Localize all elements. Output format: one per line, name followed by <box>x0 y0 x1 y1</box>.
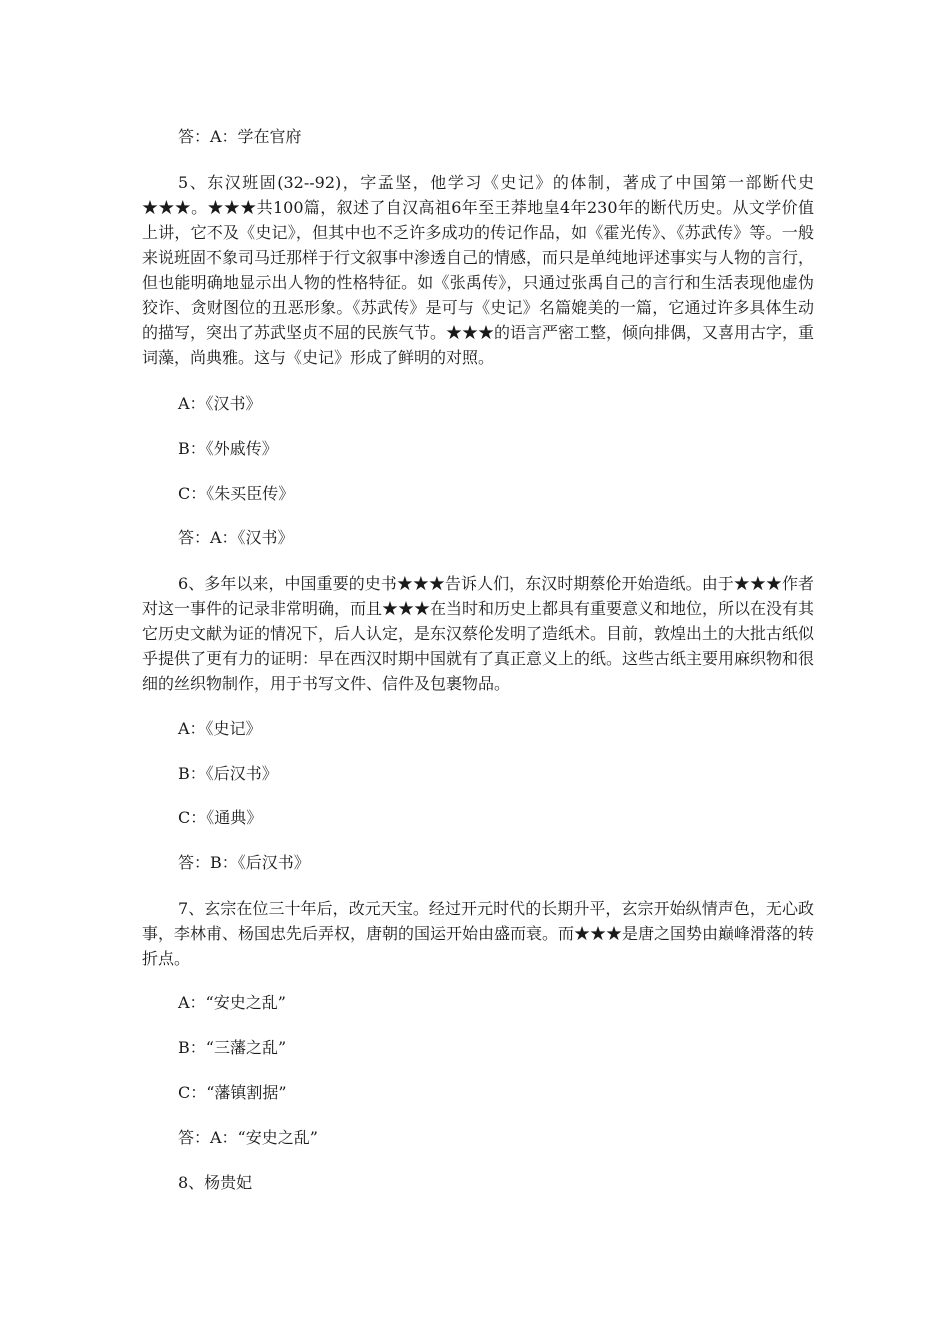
q6-question-text: 6、多年以来，中国重要的史书★★★告诉人们，东汉时期蔡伦开始造纸。由于★★★作者对这一事件的记录非常明确，而且★★★在当时和历史上都具有重要意义和地位，所以在没有其它历史文献为证的情况下，后人认定，是东汉蔡伦发明了造纸术。目前，敦煌出土的大批古纸似乎提供了更有力的证明：早在西汉时期中国就有了真正意义上的纸。这些古纸主要用麻织物和很细的丝织物制作，用于书写文件、信件及包裹物品。 <box>142 574 815 693</box>
q6-option-a: A：《史记》 <box>178 719 262 738</box>
q4-answer: 答：A：学在官府 <box>178 127 302 146</box>
q5-option-a: A：《汉书》 <box>178 394 262 413</box>
q6-option-b: B：《后汉书》 <box>178 764 278 783</box>
q5-answer: 答：A：《汉书》 <box>178 528 294 547</box>
q7-option-c: C：“藩镇割据” <box>178 1083 287 1102</box>
q6-answer: 答：B：《后汉书》 <box>178 853 310 872</box>
q7-option-b: B：“三藩之乱” <box>178 1038 287 1057</box>
q7-answer: 答：A：“安史之乱” <box>178 1128 318 1147</box>
q7-option-a: A：“安史之乱” <box>178 993 286 1012</box>
q8-question-text: 8、杨贵妃 <box>178 1173 253 1192</box>
q5-option-b: B：《外戚传》 <box>178 439 278 458</box>
q5-question-text: 5、东汉班固(32--92)，字孟坚，他学习《史记》的体制，著成了中国第一部断代史★★★。★★★共100篇，叙述了自汉高祖6年至王莽地皇4年230年的断代历史。从文学价值上讲，它不及《史记》，但其中也不乏许多成功的传记作品，如《霍光传》、《苏武传》等。一般来说班固不象司马迁那样于行文叙事中渗透自己的情感，而只是单纯地评述事实与人物的言行，但也能明确地显示出人物的性格特征。如《张禹传》，只通过张禹自己的言行和生活表现他虚伪狡诈、贪财图位的丑恶形象。《苏武传》是可与《史记》名篇媲美的一篇，它通过许多具体生动的描写，突出了苏武坚贞不屈的民族气节。★★★的语言严密工整，倾向排偶，又喜用古字，重词藻，尚典雅。这与《史记》形成了鲜明的对照。 <box>142 173 815 367</box>
q5-option-c: C：《朱买臣传》 <box>178 484 295 503</box>
q6-option-c: C：《通典》 <box>178 808 263 827</box>
q7-question-text: 7、玄宗在位三十年后，改元天宝。经过开元时代的长期升平，玄宗开始纵情声色，无心政事，李林甫、杨国忠先后弄权，唐朝的国运开始由盛而衰。而★★★是唐之国势由巅峰滑落的转折点。 <box>142 899 815 968</box>
